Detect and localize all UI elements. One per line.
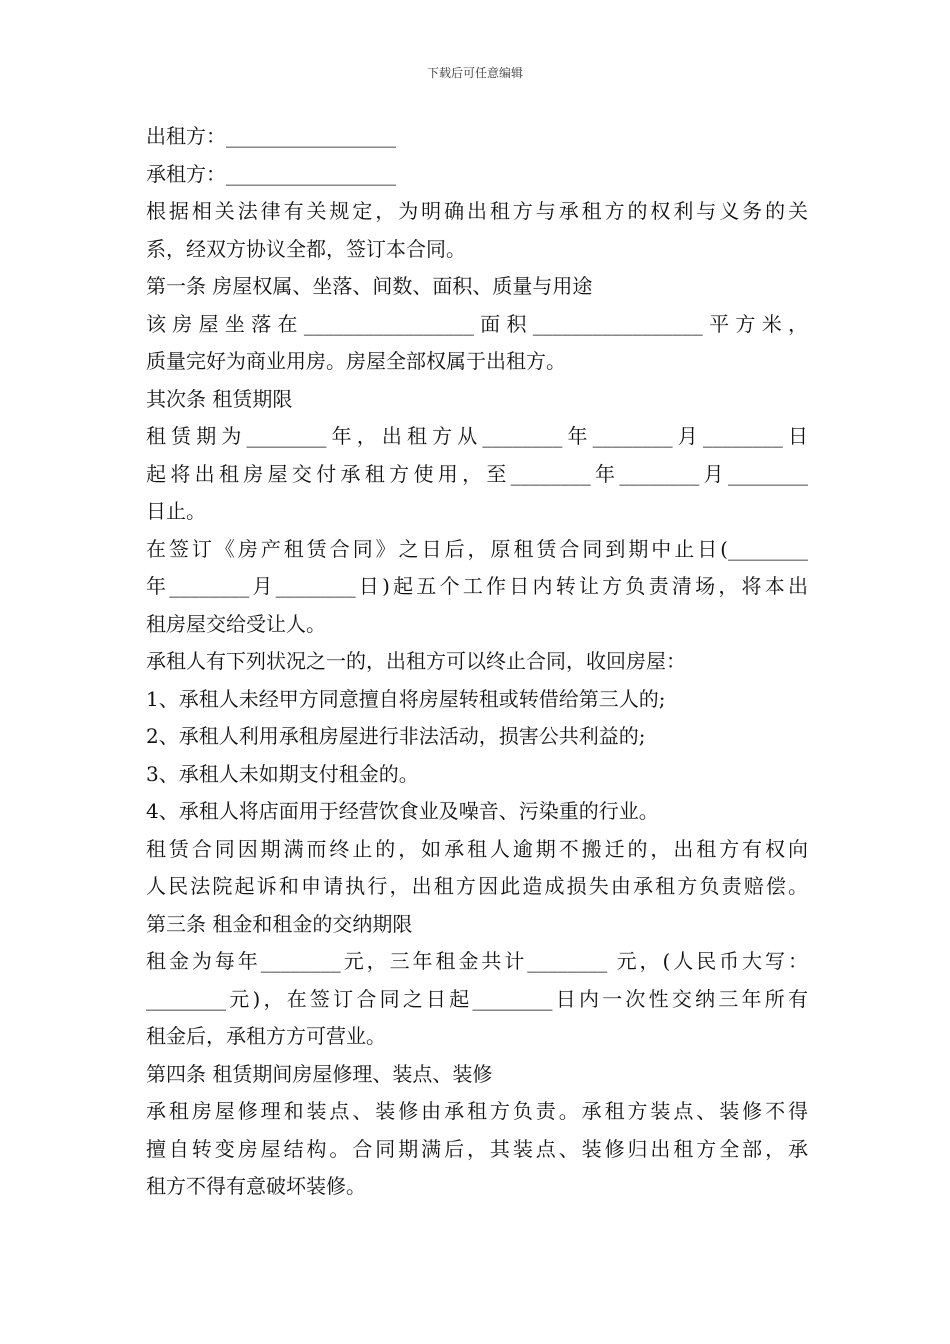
termination-item: 2、承租人利用承租房屋进行非法活动，损害公共利益的; bbox=[146, 724, 646, 748]
article-2-line: 日止。 bbox=[146, 499, 206, 523]
article-2-line: 在签订《房产租赁合同》之日后，原租赁合同到期中止日(________ bbox=[146, 536, 808, 561]
article-1-line: 质量完好为商业用房。房屋全部权属于出租方。 bbox=[146, 349, 566, 373]
article-3-line: 租金为每年________元，三年租金共计________ 元，(人民币大写： bbox=[146, 949, 808, 973]
termination-item: 3、承租人未如期支付租金的。 bbox=[146, 761, 419, 786]
article-2-line: 租房屋交给受让人。 bbox=[146, 611, 326, 636]
termination-item: 1、承租人未经甲方同意擅自将房屋转租或转借给第三人的; bbox=[146, 686, 666, 711]
article-2-line: 起将出租房屋交付承租方使用，至________年________月________ bbox=[146, 461, 808, 486]
contract-body bbox=[146, 118, 808, 1206]
article-1-line: 该房屋坐落在_________________面积_________________平方米， bbox=[146, 311, 808, 336]
preamble-line: 根据相关法律有关规定，为明确出租方与承租方的权利与义务的关 bbox=[146, 199, 808, 223]
article-3-heading: 第三条 租金和租金的交纳期限 bbox=[146, 911, 413, 936]
article-4-line: 租方不得有意破坏装修。 bbox=[146, 1174, 366, 1198]
article-1-heading: 第一条 房屋权属、坐落、间数、面积、质量与用途 bbox=[146, 274, 593, 298]
article-2-line: 租赁期为________年，出租方从________年________月________日 bbox=[146, 424, 808, 448]
article-2-line: 年________月________日)起五个工作日内转让方负责清场，将本出 bbox=[146, 574, 808, 598]
article-3-line: 租金后，承租方方可营业。 bbox=[146, 1024, 386, 1048]
lessee-line: 承租方：_________________ bbox=[146, 161, 396, 186]
expiry-line: 租赁合同因期满而终止的，如承租人逾期不搬迁的，出租方有权向 bbox=[146, 836, 808, 861]
article-4-heading: 第四条 租赁期间房屋修理、装点、装修 bbox=[146, 1061, 493, 1086]
lessor-line: 出租方：_________________ bbox=[146, 124, 396, 148]
expiry-line: 人民法院起诉和申请执行，出租方因此造成损失由承租方负责赔偿。 bbox=[146, 874, 808, 898]
article-2-heading: 其次条 租赁期限 bbox=[146, 386, 293, 411]
article-4-line: 擅自转变房屋结构。合同期满后，其装点、装修归出租方全部，承 bbox=[146, 1136, 808, 1161]
page-header: 下载后可任意编辑 bbox=[426, 66, 523, 80]
termination-item: 4、承租人将店面用于经营饮食业及噪音、污染重的行业。 bbox=[146, 799, 659, 823]
termination-intro: 承租人有下列状况之一的，出租方可以终止合同，收回房屋： bbox=[146, 649, 686, 673]
article-3-line: ________元)，在签订合同之日起________日内一次性交纳三年所有 bbox=[146, 986, 808, 1011]
article-4-line: 承租房屋修理和装点、装修由承租方负责。承租方装点、装修不得 bbox=[146, 1099, 808, 1123]
preamble-line: 系，经双方协议全都，签订本合同。 bbox=[146, 236, 466, 261]
